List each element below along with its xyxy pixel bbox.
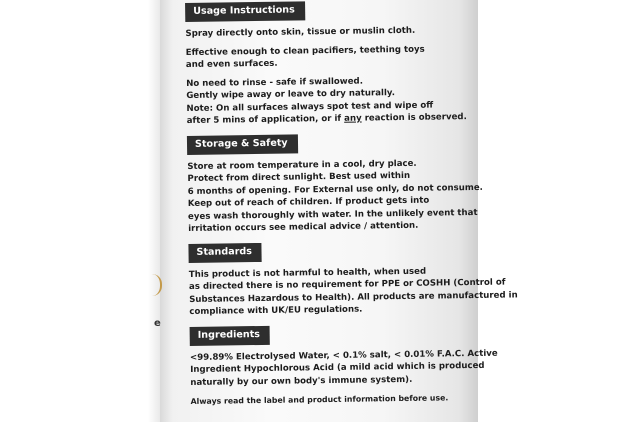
bottle-edge: [148, 0, 160, 422]
usage-section: [185, 0, 477, 127]
text-line: <99.89% Electrolysed Water, < 0.1% salt, < 0.01% F.A.C. Active: [189, 348, 498, 363]
text-line: Effective enough to clean pacifiers, teething toys: [185, 44, 425, 58]
usage-header: Usage Instructions: [185, 1, 305, 22]
text-line: Keep out of reach of children. If product gets into: [187, 195, 430, 209]
text-line: after 5 mins of application, or if any reaction is observed.: [186, 112, 467, 126]
ingredients-section: [189, 322, 498, 408]
standards-paragraph: [188, 264, 518, 318]
ingredients-header: Ingredients: [190, 325, 271, 345]
text-line: Always read the label and product information before use.: [190, 393, 449, 406]
text-line: Protect from direct sunlight. Best used within: [187, 170, 411, 184]
text-line: No need to rinse - safe if swallowed.: [186, 76, 364, 89]
text-line: and even surfaces.: [185, 58, 278, 70]
text-line: compliance with UK/EU regulations.: [189, 304, 363, 317]
text-line: Spray directly onto skin, tissue or muslin cloth.: [185, 25, 416, 39]
text-line: Store at room temperature in a cool, dry place.: [187, 158, 417, 172]
usage-paragraph: [186, 42, 476, 71]
storage-paragraph: [187, 156, 483, 235]
ingredients-paragraph: [189, 347, 498, 389]
standards-section: [188, 239, 518, 318]
text-line: This product is not harmful to health, when used: [188, 266, 427, 280]
text-line: eyes wash thoroughly with water. In the unlikely event that: [187, 207, 478, 222]
usage-paragraph: [185, 24, 475, 41]
storage-header: Storage & Safety: [187, 134, 298, 155]
ingredients-paragraph: [191, 392, 481, 409]
side-text-fragment: e: [154, 318, 161, 329]
text-line: as directed there is no requirement for PPE or COSHH (Control of: [188, 277, 506, 292]
text-line: Substances Hazardous to Health). All products are manufactured in: [189, 289, 518, 305]
text-line: Note: On all surfaces always spot test and wipe off: [186, 100, 434, 114]
text-line: Ingredient Hypochlorous Acid (a mild acid which is produced: [190, 360, 485, 375]
text-line: 6 months of opening. For External use only, do not consume.: [187, 182, 483, 197]
underlined-word: any: [344, 113, 362, 124]
text-line: naturally by our own body's immune system).: [190, 374, 413, 388]
text-line: Gently wipe away or leave to dry naturally.: [186, 88, 396, 101]
text-line: irritation occurs see medical advice / attention.: [188, 220, 419, 234]
usage-paragraph: [186, 73, 477, 127]
storage-section: [187, 131, 483, 235]
product-label: [185, 0, 518, 413]
standards-header: Standards: [188, 242, 262, 262]
